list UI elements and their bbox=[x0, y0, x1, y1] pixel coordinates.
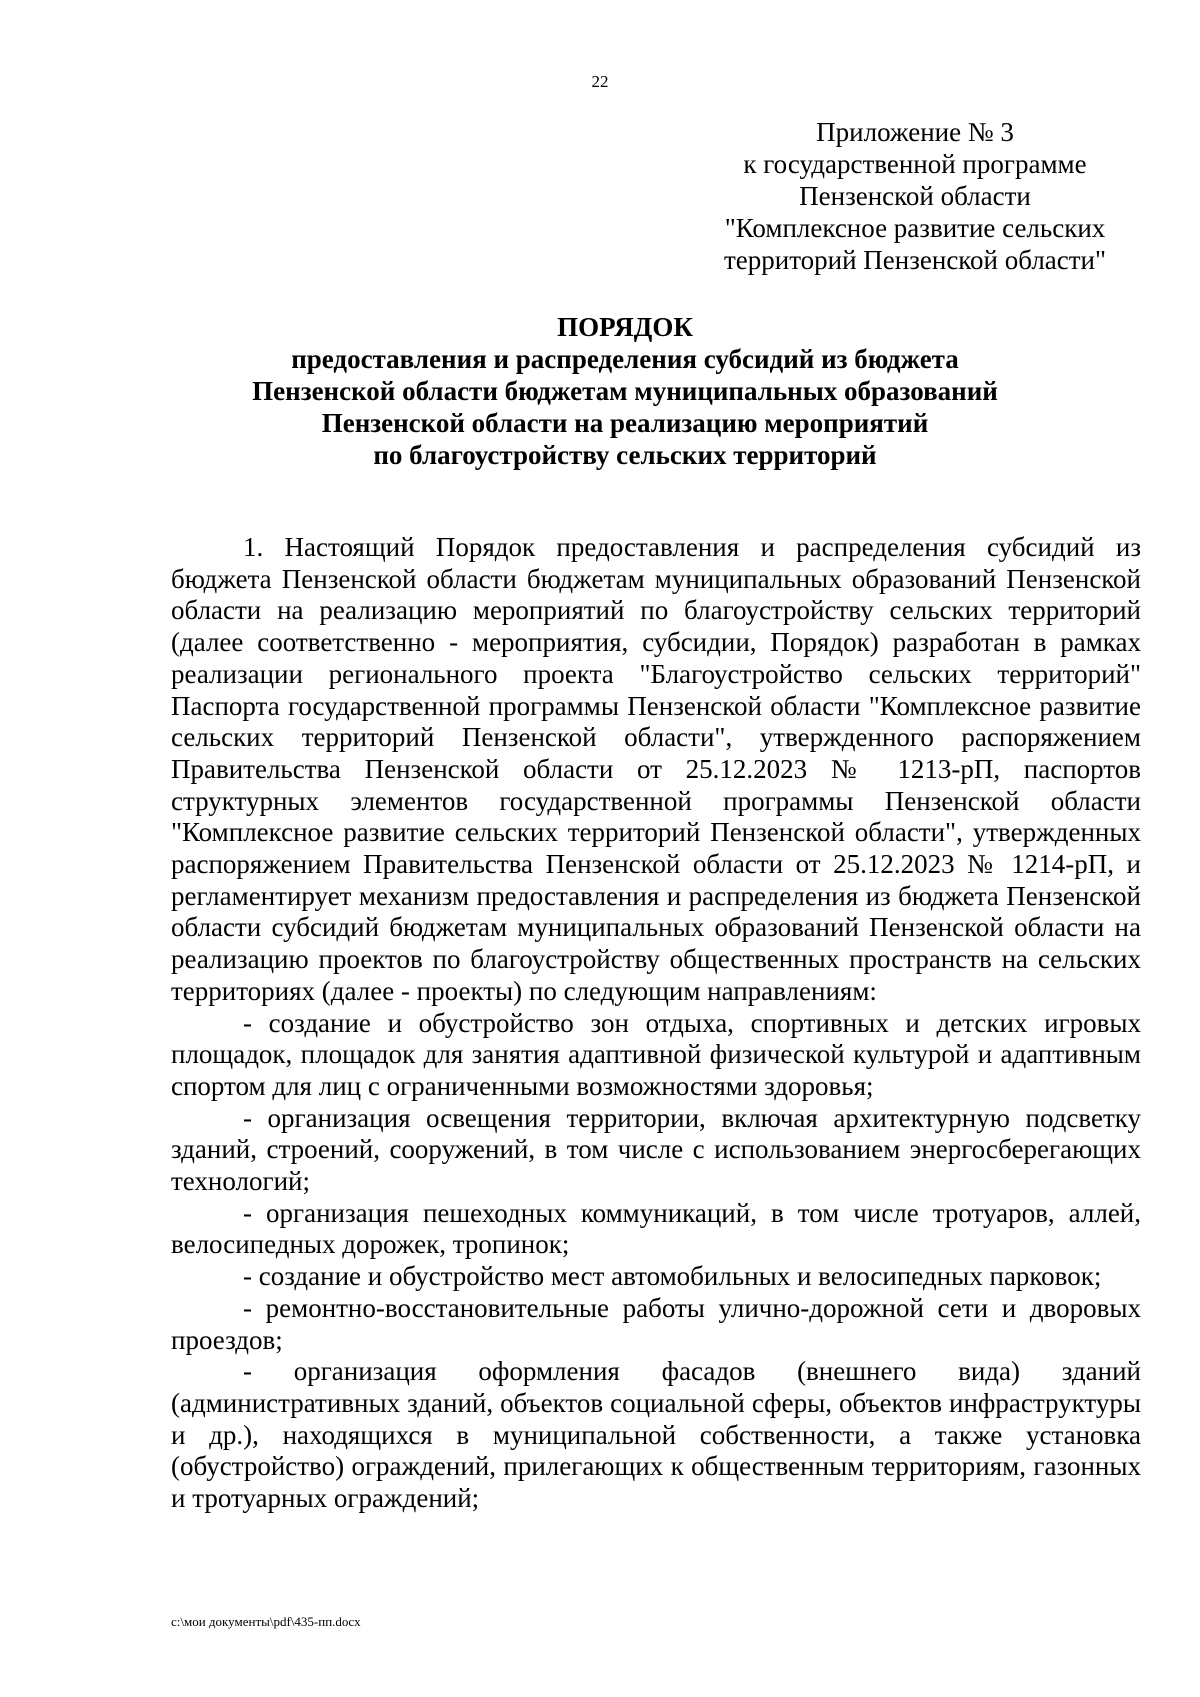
appendix-line: территорий Пензенской области" bbox=[723, 245, 1107, 275]
title-subtitle-line: Пензенской области бюджетам муниципальных образований bbox=[252, 376, 998, 406]
title-heading: ПОРЯДОК bbox=[557, 312, 693, 342]
list-item-recreation-zones: - создание и обустройство зон отдыха, спортивных и детских игровых площадок, площадок для занятия адаптивной физической культурой и адаптивным спортом для лиц с ограниченными возможностями здоровья; bbox=[171, 1007, 1141, 1101]
appendix-line: к государственной программе bbox=[743, 149, 1087, 179]
appendix-line: Пензенской области bbox=[799, 181, 1031, 211]
list-item-road-repair: - ремонтно-восстановительные работы улично-дорожной сети и дворовых проездов; bbox=[171, 1292, 1141, 1355]
title-subtitle-line: по благоустройству сельских территорий bbox=[373, 440, 877, 470]
list-item-parking: - создание и обустройство мест автомобильных и велосипедных парковок; bbox=[243, 1261, 1102, 1292]
list-item-pedestrian: - организация пешеходных коммуникаций, в том числе тротуаров, аллей, велосипедных дорожек, тропинок; bbox=[171, 1197, 1141, 1260]
title-subtitle-line: предоставления и распределения субсидий из бюджета bbox=[291, 344, 959, 374]
list-item-facades: - организация оформления фасадов (внешнего вида) зданий (административных зданий, объектов социальной сферы, объектов инфраструктуры и др.), находящихся в муниципальной собственности, а также установка (обустройство) ограждений, прилегающих к общественным территориям, газонных и тротуарных ограждений; bbox=[171, 1356, 1141, 1514]
appendix-line: Приложение № 3 bbox=[816, 117, 1014, 147]
footer-file-path: c:\мои документы\pdf\435-пп.docx bbox=[171, 1614, 361, 1629]
title-subtitle-line: Пензенской области на реализацию мероприятий bbox=[321, 408, 929, 438]
list-item-lighting: - организация освещения территории, включая архитектурную подсветку зданий, строений, сооружений, в том числе с использованием энергосберегающих технологий; bbox=[171, 1102, 1141, 1197]
appendix-heading bbox=[700, 116, 1130, 276]
document-title bbox=[160, 311, 1090, 471]
page-number: 22 bbox=[591, 72, 609, 91]
document-body bbox=[171, 532, 1141, 1515]
paragraph-1: 1. Настоящий Порядок предоставления и распределения субсидий из бюджета Пензенской области бюджетам муниципальных образований Пензенской области на реализацию мероприятий по благоустройству сельских территорий (далее соответственно - мероприятия, субсидии, Порядок) разработан в рамках реализации регионального проекта "Благоустройство сельских территорий" Паспорта государственной программы Пензенской области "Комплексное развитие сельских территорий Пензенской области", утвержденного распоряжением Правительства Пензенской области от 25.12.2023 № 1213-рП, паспортов структурных элементов государственной программы Пензенской области "Комплексное развитие сельских территорий Пензенской области", утвержденных распоряжением Правительства Пензенской области от 25.12.2023 № 1214-рП, и регламентирует механизм предоставления и распределения из бюджета Пензенской области субсидий бюджетам муниципальных образований Пензенской области на реализацию проектов по благоустройству общественных пространств на сельских территориях (далее - проекты) по следующим направлениям: bbox=[171, 532, 1141, 1006]
appendix-line: "Комплексное развитие сельских bbox=[724, 213, 1106, 243]
